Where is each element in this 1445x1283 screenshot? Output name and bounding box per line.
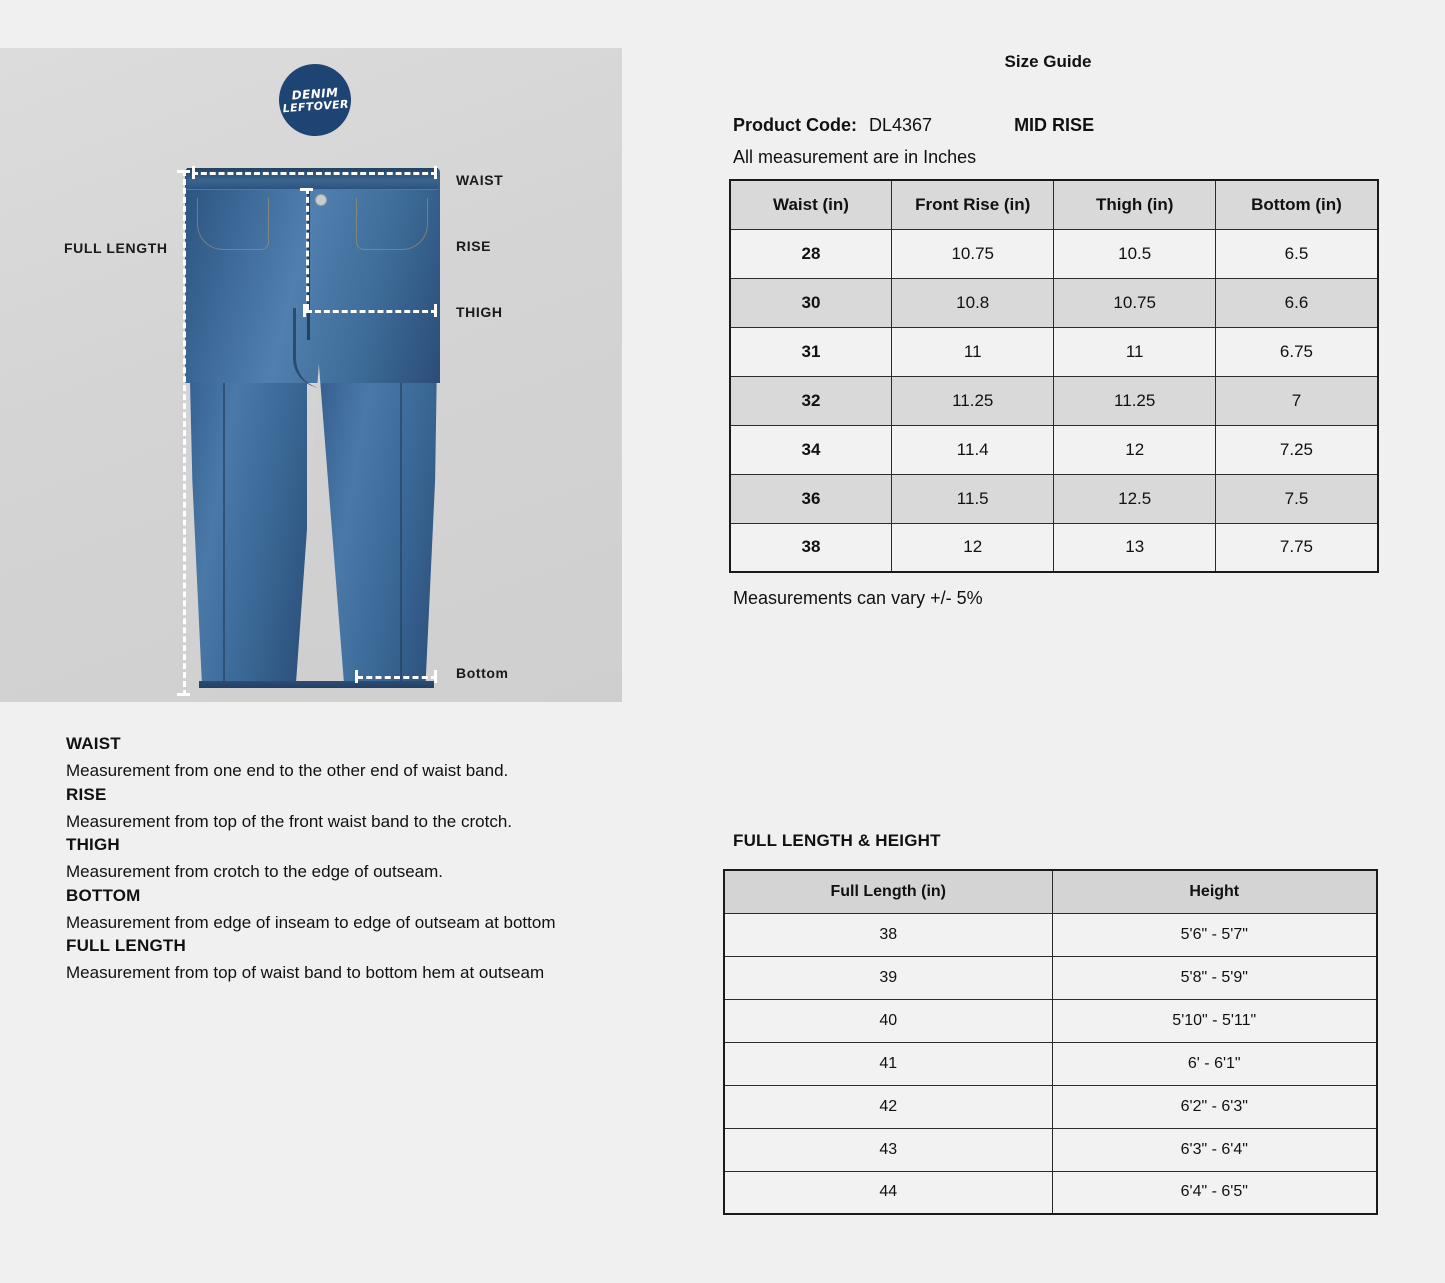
full-length-guide-line xyxy=(183,170,186,696)
definition-item xyxy=(66,886,606,937)
cell-height: 6'4" - 6'5" xyxy=(1052,1171,1377,1214)
definition-term: BOTTOM xyxy=(66,885,141,905)
cell-bottom: 7 xyxy=(1215,376,1378,425)
units-note: All measurement are in Inches xyxy=(733,147,977,167)
rise-guide-cap-top xyxy=(300,188,313,191)
cell-full-length: 44 xyxy=(724,1171,1052,1214)
cell-bottom: 7.5 xyxy=(1215,474,1378,523)
definition-body: Measurement from one end to the other end of waist band. xyxy=(66,761,509,780)
table-header-row xyxy=(730,180,1378,229)
table-row xyxy=(730,376,1378,425)
column-header-height: Height xyxy=(1052,870,1377,913)
cell-front-rise: 12 xyxy=(891,523,1053,572)
definition-term: THIGH xyxy=(66,835,120,855)
cell-full-length: 42 xyxy=(724,1085,1052,1128)
table-row xyxy=(730,425,1378,474)
cell-thigh: 13 xyxy=(1054,523,1215,572)
length-height-title: FULL LENGTH & HEIGHT xyxy=(733,831,941,850)
definition-item xyxy=(66,734,606,785)
definition-term: RISE xyxy=(66,784,107,804)
label-bottom: Bottom xyxy=(456,665,509,681)
cell-front-rise: 11 xyxy=(891,327,1053,376)
cell-height: 6'2" - 6'3" xyxy=(1052,1085,1377,1128)
definition-body: Measurement from edge of inseam to edge of outseam at bottom xyxy=(66,912,556,932)
cell-thigh: 10.5 xyxy=(1054,229,1215,278)
jeans-waist-button xyxy=(315,194,327,206)
size-guide-title: Size Guide xyxy=(1004,52,1092,71)
table-row xyxy=(724,1128,1377,1171)
column-header-bottom: Bottom (in) xyxy=(1215,180,1378,229)
length-height-table xyxy=(723,869,1378,1215)
cell-waist: 32 xyxy=(730,376,891,425)
label-full-length: FULL LENGTH xyxy=(64,240,168,256)
cell-thigh: 10.75 xyxy=(1054,278,1215,327)
table-row xyxy=(730,327,1378,376)
table-row xyxy=(724,1085,1377,1128)
table-row xyxy=(730,523,1378,572)
jeans-pocket-right xyxy=(356,198,428,250)
thigh-guide-cap-left xyxy=(303,304,306,317)
cell-front-rise: 10.75 xyxy=(891,229,1053,278)
brand-logo xyxy=(277,62,354,139)
jeans-pocket-left xyxy=(197,198,269,250)
table-row xyxy=(724,1171,1377,1214)
full-length-guide-cap-top xyxy=(177,170,190,173)
cell-full-length: 39 xyxy=(724,956,1052,999)
size-chart-table xyxy=(729,179,1379,573)
cell-full-length: 40 xyxy=(724,999,1052,1042)
cell-thigh: 12.5 xyxy=(1054,474,1215,523)
cell-full-length: 38 xyxy=(724,913,1052,956)
definition-body: Measurement from top of the front waist band to the crotch. xyxy=(66,811,513,831)
cell-waist: 28 xyxy=(730,229,891,278)
table-row xyxy=(724,913,1377,956)
waist-guide-cap-right xyxy=(434,166,437,179)
jeans-outseam-left xyxy=(223,383,225,683)
definition-body: Measurement from crotch to the edge of outseam. xyxy=(66,862,444,882)
column-header-waist: Waist (in) xyxy=(730,180,891,229)
fit-type-badge: MID RISE xyxy=(1014,115,1095,135)
cell-height: 5'6" - 5'7" xyxy=(1052,913,1377,956)
cell-bottom: 6.6 xyxy=(1215,278,1378,327)
waist-guide-cap-left xyxy=(192,166,195,179)
definition-term: WAIST xyxy=(66,734,121,753)
cell-waist: 38 xyxy=(730,523,891,572)
table-row xyxy=(724,999,1377,1042)
jeans-hem-left xyxy=(199,681,317,688)
definition-term: FULL LENGTH xyxy=(66,936,186,956)
brand-logo-line2: LEFTOVER xyxy=(281,97,350,115)
cell-bottom: 7.25 xyxy=(1215,425,1378,474)
cell-height: 5'10" - 5'11" xyxy=(1052,999,1377,1042)
cell-bottom: 6.5 xyxy=(1215,229,1378,278)
cell-thigh: 12 xyxy=(1054,425,1215,474)
jeans-illustration xyxy=(185,168,440,688)
cell-waist: 36 xyxy=(730,474,891,523)
cell-front-rise: 11.4 xyxy=(891,425,1053,474)
label-thigh: THIGH xyxy=(456,304,503,320)
cell-bottom: 6.75 xyxy=(1215,327,1378,376)
cell-height: 6' - 6'1" xyxy=(1052,1042,1377,1085)
measurement-definitions xyxy=(66,734,606,987)
table-row xyxy=(724,1042,1377,1085)
cell-full-length: 41 xyxy=(724,1042,1052,1085)
cell-waist: 31 xyxy=(730,327,891,376)
cell-waist: 30 xyxy=(730,278,891,327)
cell-front-rise: 11.5 xyxy=(891,474,1053,523)
column-header-full-length: Full Length (in) xyxy=(724,870,1052,913)
product-code-row xyxy=(733,115,1094,136)
cell-thigh: 11.25 xyxy=(1054,376,1215,425)
cell-height: 5'8" - 5'9" xyxy=(1052,956,1377,999)
bottom-guide-line xyxy=(357,676,437,679)
bottom-guide-cap-left xyxy=(355,670,358,683)
cell-thigh: 11 xyxy=(1054,327,1215,376)
table-row xyxy=(730,474,1378,523)
thigh-guide-cap-right xyxy=(434,304,437,317)
jeans-hem-right xyxy=(316,681,434,688)
cell-height: 6'3" - 6'4" xyxy=(1052,1128,1377,1171)
label-waist: WAIST xyxy=(456,172,504,188)
table-header-row xyxy=(724,870,1377,913)
product-code-value: DL4367 xyxy=(869,115,933,135)
variance-note: Measurements can vary +/- 5% xyxy=(733,588,983,608)
rise-guide-line xyxy=(306,188,309,310)
cell-front-rise: 10.8 xyxy=(891,278,1053,327)
definition-item xyxy=(66,936,606,987)
cell-bottom: 7.75 xyxy=(1215,523,1378,572)
column-header-front-rise: Front Rise (in) xyxy=(891,180,1053,229)
table-row xyxy=(724,956,1377,999)
waist-guide-line xyxy=(192,172,437,175)
thigh-guide-line xyxy=(306,310,437,313)
table-row xyxy=(730,278,1378,327)
definition-body: Measurement from top of waist band to bottom hem at outseam xyxy=(66,963,545,983)
cell-front-rise: 11.25 xyxy=(891,376,1053,425)
product-image-panel xyxy=(0,48,622,702)
definition-item xyxy=(66,785,606,836)
bottom-guide-cap-right xyxy=(434,670,437,683)
jeans-outseam-right xyxy=(400,383,402,683)
brand-logo-line1: DENIM xyxy=(290,84,339,103)
cell-waist: 34 xyxy=(730,425,891,474)
column-header-thigh: Thigh (in) xyxy=(1054,180,1215,229)
label-rise: RISE xyxy=(456,238,492,254)
full-length-guide-cap-bottom xyxy=(177,693,190,696)
product-code-label: Product Code: xyxy=(733,115,857,135)
table-row xyxy=(730,229,1378,278)
cell-full-length: 43 xyxy=(724,1128,1052,1171)
definition-item xyxy=(66,835,606,886)
